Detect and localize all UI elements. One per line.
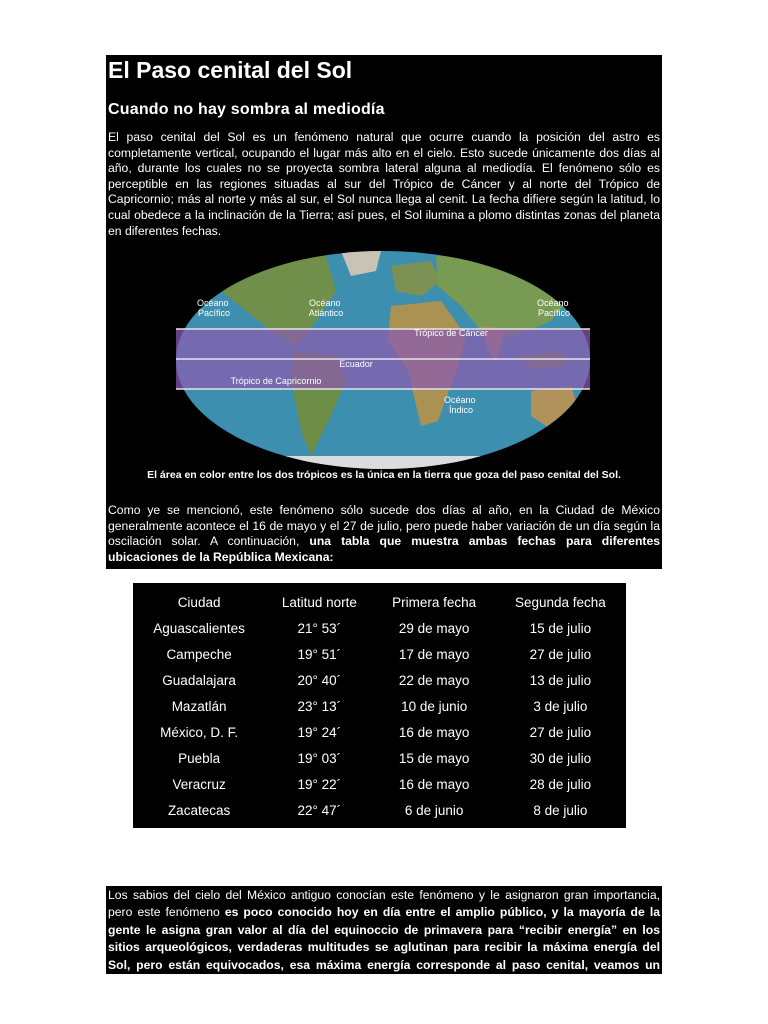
cell-city: Mazatlán xyxy=(171,698,227,714)
cell-second-date: 27 de julio xyxy=(529,646,592,662)
table-row xyxy=(133,719,626,745)
label-pacific-left: Océano Pacífico xyxy=(196,298,231,318)
cell-latitude: 19° 51´ xyxy=(297,646,342,662)
cell-city: Aguascalientes xyxy=(153,620,245,636)
cell-first-date: 16 de mayo xyxy=(398,724,470,740)
article-bottom-panel xyxy=(106,886,662,990)
table-row xyxy=(133,667,626,693)
label-indian: Océano Índico xyxy=(443,395,476,415)
cell-city: México, D. F. xyxy=(160,724,239,740)
dates-table-panel xyxy=(133,583,626,828)
closing-paragraph xyxy=(108,887,660,991)
world-map-illustration xyxy=(176,251,590,469)
cell-first-date: 16 de mayo xyxy=(398,776,470,792)
cell-first-date: 10 de junio xyxy=(401,698,468,714)
label-atlantic: Océano Atlántico xyxy=(308,298,344,318)
cell-first-date: 6 de junio xyxy=(404,802,464,818)
article-subtitle: Cuando no hay sombra al mediodía xyxy=(108,101,385,118)
table-row xyxy=(133,745,626,771)
zenith-dates-table xyxy=(133,589,626,823)
label-equator: Ecuador xyxy=(339,359,373,369)
cell-first-date: 22 de mayo xyxy=(398,672,470,688)
table-row xyxy=(133,615,626,641)
followup-bold-text: una tabla que muestra ambas fechas para diferentes ubicaciones de la República Mexicana: xyxy=(108,534,661,564)
cell-latitude: 20° 40´ xyxy=(297,672,342,688)
cell-latitude: 19° 03´ xyxy=(297,750,342,766)
cell-first-date: 29 de mayo xyxy=(398,620,470,636)
cell-first-date: 15 de mayo xyxy=(398,750,470,766)
followup-text: Como ye se mencionó, este fenómeno sólo sucede dos días al año, en la Ciudad de México generalmente acontece el 16 de mayo y el 27 de julio, pero puede haber variación de un día según la oscilación solar. A continuación, xyxy=(108,503,660,549)
closing-text: Los sabios del cielo del México antiguo conocían este fenómeno y le asignaron gran importancia, pero este fenómeno xyxy=(108,888,660,920)
cell-second-date: 15 de julio xyxy=(529,620,592,636)
cell-second-date: 27 de julio xyxy=(529,724,592,740)
article-top-panel xyxy=(106,55,662,569)
label-tropic-capricorn: Trópico de Capricornio xyxy=(230,376,322,386)
map-caption: El área en color entre los dos trópicos es la única en la tierra que goza del paso cenital del Sol. xyxy=(147,469,621,481)
cell-city: Puebla xyxy=(178,750,221,766)
world-map xyxy=(176,251,590,469)
cell-second-date: 3 de julio xyxy=(533,698,588,714)
cell-city: Zacatecas xyxy=(167,802,231,818)
cell-latitude: 19° 24´ xyxy=(297,724,342,740)
table-row xyxy=(133,641,626,667)
intro-paragraph: El paso cenital del Sol es un fenómeno natural que ocurre cuando la posición del astro es completamente vertical, ocupando el lugar más alto en el cielo. Esto sucede únicamente dos días al año, durante los cuales no se proyecta sombra lateral alguna al mediodía. El fenómeno sólo es perceptible en las regiones situadas al sur del Trópico de Cáncer y al norte del Trópico de Capricornio; más al norte y más al sur, el Sol nunca llega al cenit. La fecha difiere según la latitud, lo cual obedece a la inclinación de la Tierra; así pues, el Sol ilumina a plomo distintas zonas del planeta en diferentes fechas. xyxy=(108,130,660,238)
article-title: El Paso cenital del Sol xyxy=(108,57,353,83)
closing-bold-text: es poco conocido hoy en día entre el amplio público, y la mayoría de la gente le asigna gran valor al día del equinoccio de primavera para “recibir energía” en los sitios arqueológicos, verdaderas multitudes se aglutinan para recibir la máxima energía del Sol, pero están equivocados, esa máxima energía corresponde al paso cenital, veamos un ejemplo: xyxy=(108,905,660,990)
cell-latitude: 23° 13´ xyxy=(297,698,342,714)
cell-latitude: 19° 22´ xyxy=(297,776,342,792)
cell-first-date: 17 de mayo xyxy=(398,646,470,662)
table-row xyxy=(133,771,626,797)
followup-paragraph xyxy=(108,503,660,565)
label-pacific-right: Océano Pacífico xyxy=(536,298,571,318)
header-city: Ciudad xyxy=(177,594,221,610)
cell-second-date: 13 de julio xyxy=(529,672,592,688)
cell-second-date: 28 de julio xyxy=(529,776,592,792)
table-row xyxy=(133,693,626,719)
header-latitude: Latitud norte xyxy=(281,594,357,610)
cell-second-date: 8 de julio xyxy=(533,802,588,818)
cell-city: Guadalajara xyxy=(162,672,236,688)
header-second-date: Segunda fecha xyxy=(514,594,606,610)
table-header-row xyxy=(133,589,626,615)
table-row xyxy=(133,797,626,823)
cell-latitude: 21° 53´ xyxy=(297,620,342,636)
label-tropic-cancer: Trópico de Cáncer xyxy=(414,328,488,338)
cell-city: Veracruz xyxy=(172,776,226,792)
cell-second-date: 30 de julio xyxy=(529,750,592,766)
header-first-date: Primera fecha xyxy=(392,594,477,610)
cell-latitude: 22° 47´ xyxy=(297,802,342,818)
cell-city: Campeche xyxy=(166,646,232,662)
